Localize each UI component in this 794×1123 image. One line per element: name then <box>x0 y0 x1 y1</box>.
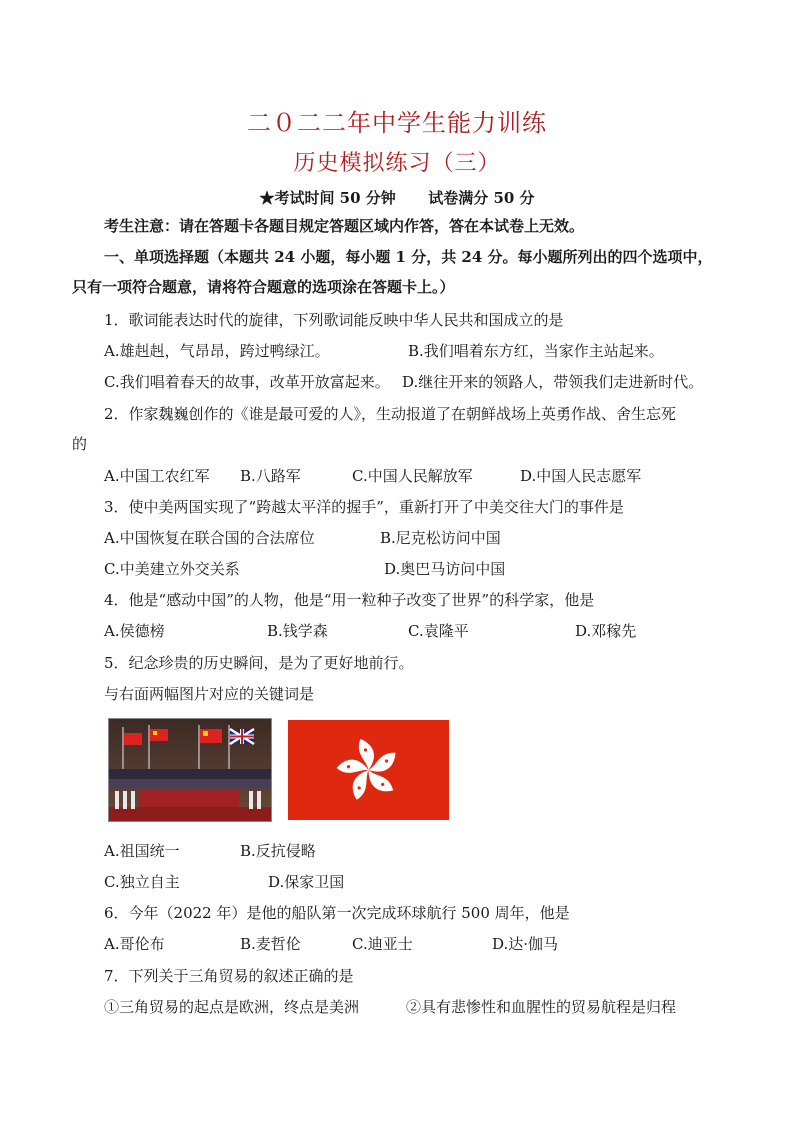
exam-notice: 考生注意：请在答题卡各题目规定答题区域内作答，答在本试卷上无效。 <box>104 217 585 235</box>
question-3-option-b: B.尼克松访问中国 <box>380 529 501 547</box>
section-heading-line2: 只有一项符合题意，请将符合题意的选项涂在答题卡上。） <box>72 278 455 296</box>
section-heading-line1: 一、单项选择题（本题共 24 小题，每小题 1 分，共 24 分。每小题所列出的四个选项中， <box>104 248 713 266</box>
question-2-option-a: A.中国工农红军 <box>104 467 210 485</box>
question-6-option-a: A.哥伦布 <box>104 935 165 953</box>
question-3-option-d: D.奥巴马访问中国 <box>384 560 506 578</box>
question-6-stem: 6．今年（2022 年）是他的船队第一次完成环球航行 500 周年，他是 <box>104 904 570 922</box>
question-3-option-c: C.中美建立外交关系 <box>104 560 240 578</box>
question-5-option-c: C.独立自主 <box>104 873 180 891</box>
exam-subtitle: 历史模拟练习（三） <box>293 151 501 176</box>
exam-time: ★考试时间 50 分钟 <box>259 189 396 207</box>
question-6-option-c: C.迪亚士 <box>352 935 413 953</box>
question-1-option-b: B.我们唱着东方红，当家作主站起来。 <box>408 342 664 360</box>
question-4-option-b: B.钱学森 <box>267 622 328 640</box>
question-4-option-a: A.侯德榜 <box>104 622 165 640</box>
question-7-item-2: ②具有悲惨性和血腥性的贸易航程是归程 <box>406 998 677 1016</box>
question-1-option-d: D.继往开来的领路人，带领我们走进新时代。 <box>402 373 704 391</box>
question-3-option-a: A.中国恢复在联合国的合法席位 <box>104 529 315 547</box>
question-7-item-1: ①三角贸易的起点是欧洲，终点是美洲 <box>104 998 360 1016</box>
hong-kong-flag-image <box>288 720 449 820</box>
handover-ceremony-photo <box>108 718 272 822</box>
question-2-option-d: D.中国人民志愿军 <box>520 467 642 485</box>
question-4-option-c: C.袁隆平 <box>408 622 469 640</box>
question-5-option-b: B.反抗侵略 <box>240 842 316 860</box>
question-6-option-b: B.麦哲伦 <box>240 935 301 953</box>
question-1-option-c: C.我们唱着春天的故事，改革开放富起来。 <box>104 373 390 391</box>
question-5-stem: 5．纪念珍贵的历史瞬间，是为了更好地前行。 <box>104 654 414 672</box>
question-5-option-d: D.保家卫国 <box>268 873 345 891</box>
question-1-option-a: A.雄赳赳，气昂昂，跨过鸭绿江。 <box>104 342 330 360</box>
exam-score: 试卷满分 50 分 <box>428 189 535 207</box>
exam-title: 二０二二年中学生能力训练 <box>247 109 547 137</box>
exam-meta <box>0 187 794 208</box>
question-2-stem: 2．作家魏巍创作的《谁是最可爱的人》，生动报道了在朝鲜战场上英勇作战、舍生忘死 <box>104 405 677 423</box>
question-5-stem-cont: 与右面两幅图片对应的关键词是 <box>104 685 315 703</box>
question-4-option-d: D.邓稼先 <box>575 622 637 640</box>
question-2-stem-cont: 的 <box>72 435 88 453</box>
question-5-option-a: A.祖国统一 <box>104 842 180 860</box>
question-1-stem: 1．歌词能表达时代的旋律，下列歌词能反映中华人民共和国成立的是 <box>104 311 564 329</box>
question-2-option-b: B.八路军 <box>240 467 301 485</box>
question-7-stem: 7．下列关于三角贸易的叙述正确的是 <box>104 967 354 985</box>
question-6-option-d: D.达·伽马 <box>492 935 559 953</box>
question-3-stem: 3．使中美两国实现了“跨越太平洋的握手”，重新打开了中美交往大门的事件是 <box>104 498 624 516</box>
question-4-stem: 4．他是“感动中国”的人物，他是“用一粒种子改变了世界”的科学家，他是 <box>104 591 595 609</box>
question-2-option-c: C.中国人民解放军 <box>352 467 473 485</box>
